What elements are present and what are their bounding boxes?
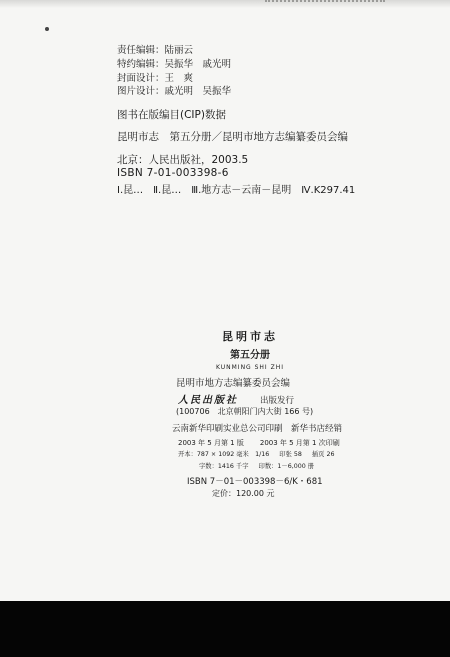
format-text: 开本：787 × 1092 毫米 1/16: [178, 451, 270, 458]
book-title: 昆明市志: [222, 330, 278, 343]
cip-isbn-line: ISBN 7-01-003398-6: [117, 167, 229, 179]
book-romanization: KUNMING SHI ZHI: [215, 364, 285, 371]
word-count-text: 字数：1416 千字: [199, 463, 249, 470]
edition-row: [178, 438, 340, 448]
credit-image-design: [117, 85, 231, 99]
credit-special-editor: [117, 58, 231, 72]
cip-heading: 图书在版编目(CIP)数据: [117, 109, 226, 121]
publisher-action: 出版发行: [260, 396, 295, 406]
colophon-title-block: [150, 328, 350, 371]
print-run-text: 印数：1－6,000 册: [258, 463, 315, 470]
wordcount-row: [199, 461, 314, 470]
scan-bottom-band: [0, 601, 450, 657]
credit-cover-design: [117, 72, 231, 86]
scan-speck: [45, 27, 49, 31]
cip-publisher-line: 北京：人民出版社，2003.5: [117, 154, 249, 166]
credit-names: 王 爽: [164, 72, 194, 84]
edition-text: 2003 年 5 月第 1 版: [178, 439, 244, 447]
credit-role: 责任编辑：: [117, 45, 165, 56]
price-line: 定价：120.00 元: [212, 489, 275, 498]
scan-edge-marks: [265, 0, 385, 6]
publisher-logo: 人民出版社: [178, 395, 238, 406]
publisher-row: [178, 391, 294, 406]
editorial-credits: [117, 44, 231, 99]
credit-names: 吴振华 戚光明: [164, 58, 232, 70]
sheets-text: 印张 58: [279, 451, 302, 458]
printing-text: 2003 年 5 月第 1 次印刷: [259, 439, 340, 447]
cip-classification-line: Ⅰ.昆… Ⅱ.昆… Ⅲ.地方志－云南－昆明 Ⅳ.K297.41: [117, 185, 356, 196]
printer-line: 云南新华印刷实业总公司印刷 新华书店经销: [172, 424, 343, 434]
credit-role: 封面设计：: [117, 72, 165, 84]
credit-responsible-editor: [117, 44, 231, 58]
cip-title-line: 昆明市志 第五分册／昆明市地方志编纂委员会编: [117, 131, 348, 143]
credit-role: 图片设计：: [117, 86, 165, 98]
book-subtitle: 第五分册: [230, 350, 270, 361]
inserts-text: 插页 26: [311, 451, 335, 458]
credit-role: 特约编辑：: [117, 58, 165, 70]
compiler-line: 昆明市地方志编纂委员会编: [176, 378, 291, 389]
format-row: [178, 449, 334, 458]
publisher-address: (100706 北京朝阳门内大街 166 号): [176, 407, 314, 416]
credit-names: 陆丽云: [164, 45, 194, 56]
credit-names: 戚光明 吴振华: [164, 86, 232, 98]
colophon-isbn: ISBN 7－01－003398－6/K・681: [187, 477, 323, 487]
